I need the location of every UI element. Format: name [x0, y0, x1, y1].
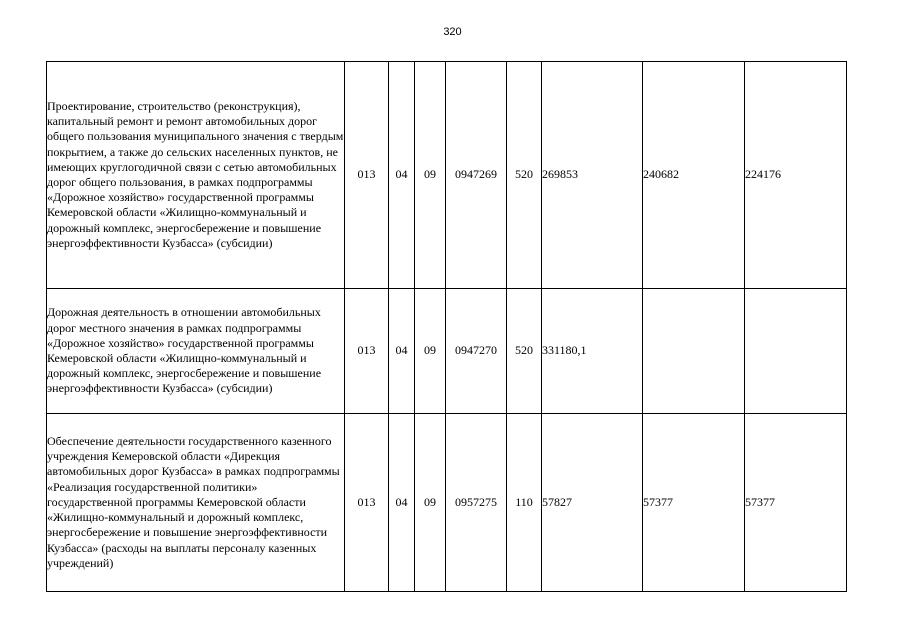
- section-code: 04: [389, 414, 415, 592]
- table-row: [47, 289, 847, 414]
- subsection-code: 09: [415, 289, 446, 414]
- table-row: [47, 62, 847, 289]
- amount-year-1: 331180,1: [542, 289, 643, 414]
- target-article-code: 0957275: [446, 414, 507, 592]
- amount-year-2: 57377: [643, 414, 745, 592]
- subsection-code: 09: [415, 414, 446, 592]
- amount-year-1: 57827: [542, 414, 643, 592]
- amount-year-3: 224176: [745, 62, 847, 289]
- amount-year-2: [643, 289, 745, 414]
- table-row: [47, 414, 847, 592]
- section-code: 04: [389, 289, 415, 414]
- row-description: Обеспечение деятельности государственного казенного учреждения Кемеровской области «Дирекция автомобильных дорог Кузбасса» в рамках подпрограммы «Реализация государственной политики» государственной программы Кемеровской области «Жилищно-коммунальный и дорожный комплекс, энергосбережение и повышение энергоэффективности Кузбасса» (расходы на выплаты персоналу казенных учреждений): [47, 414, 345, 592]
- budget-table: [46, 61, 847, 592]
- amount-year-2: 240682: [643, 62, 745, 289]
- row-description: Проектирование, строительство (реконструкция), капитальный ремонт и ремонт автомобильных дорог общего пользования муниципального значения с твердым покрытием, а также до сельских населенных пунктов, не имеющих круглогодичной связи с сетью автомобильных дорог общего пользования, в рамках подпрограммы «Дорожное хозяйство» государственной программы Кемеровской области «Жилищно-коммунальный и дорожный комплекс, энергосбережение и повышение энергоэффективности Кузбасса» (субсидии): [47, 62, 345, 289]
- ministry-code: 013: [345, 414, 389, 592]
- subsection-code: 09: [415, 62, 446, 289]
- section-code: 04: [389, 62, 415, 289]
- row-description: Дорожная деятельность в отношении автомобильных дорог местного значения в рамках подпрограммы «Дорожное хозяйство» государственной программы Кемеровской области «Жилищно-коммунальный и дорожный комплекс, энергосбережение и повышение энергоэффективности Кузбасса» (субсидии): [47, 289, 345, 414]
- expense-type-code: 520: [507, 62, 542, 289]
- amount-year-3: [745, 289, 847, 414]
- target-article-code: 0947270: [446, 289, 507, 414]
- ministry-code: 013: [345, 289, 389, 414]
- amount-year-1: 269853: [542, 62, 643, 289]
- expense-type-code: 520: [507, 289, 542, 414]
- expense-type-code: 110: [507, 414, 542, 592]
- ministry-code: 013: [345, 62, 389, 289]
- amount-year-3: 57377: [745, 414, 847, 592]
- page-number: 320: [443, 26, 462, 38]
- target-article-code: 0947269: [446, 62, 507, 289]
